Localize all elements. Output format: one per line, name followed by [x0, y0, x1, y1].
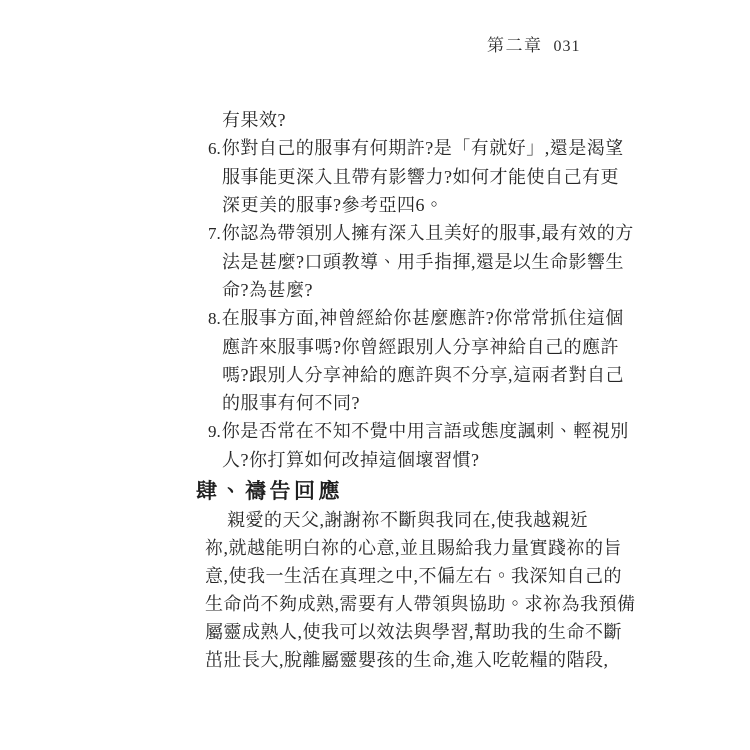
prayer-line: 意,使我一生活在真理之中,不偏左右。我深知自己的	[205, 566, 622, 586]
question-line	[205, 219, 634, 248]
question-line: 有果效?	[222, 110, 286, 130]
prayer-line: 屬靈成熟人,使我可以效法與學習,幫助我的生命不斷	[205, 622, 622, 642]
page-number: 031	[553, 38, 581, 55]
chapter-label: 第二章	[487, 36, 543, 55]
question-line: 命?為甚麼?	[222, 280, 313, 300]
running-head	[487, 31, 581, 56]
question-number: 8.	[208, 309, 221, 328]
prayer-line: 茁壯長大,脫離屬靈嬰孩的生命,進入吃乾糧的階段,	[205, 650, 609, 670]
prayer-line: 祢,就越能明白祢的心意,並且賜給我力量實踐祢的旨	[205, 538, 622, 558]
question-text: 你是否常在不知不覺中用言語或態度諷刺、輕視別	[221, 421, 629, 441]
question-line: 的服事有何不同?	[222, 393, 360, 413]
question-line: 人?你打算如何改掉這個壞習慣?	[222, 450, 480, 470]
question-text: 你對自己的服事有何期許?是「有就好」,還是渴望	[221, 138, 624, 158]
question-number: 9.	[208, 422, 221, 441]
prayer-line: 親愛的天父,謝謝祢不斷與我同在,使我越親近	[227, 510, 589, 530]
prayer-line: 生命尚不夠成熟,需要有人帶領與協助。求祢為我預備	[205, 594, 636, 614]
question-line: 法是甚麼?口頭教導、用手指揮,還是以生命影響生	[222, 252, 624, 272]
question-number: 6.	[208, 139, 221, 158]
question-text: 在服事方面,神曾經給你甚麼應許?你常常抓住這個	[221, 308, 624, 328]
question-line: 應許來服事嗎?你曾經跟別人分享神給自己的應許	[222, 337, 619, 357]
prayer-paragraph	[205, 506, 636, 674]
question-line	[205, 304, 625, 333]
question-line	[205, 134, 625, 163]
section-heading: 肆、禱告回應	[196, 479, 343, 503]
question-line: 深更美的服事?參考亞四6。	[222, 195, 444, 215]
question-line: 服事能更深入且帶有影響力?如何才能使自己有更	[222, 167, 619, 187]
question-line: 嗎?跟別人分享神給的應許與不分享,這兩者對自己	[222, 365, 624, 385]
question-line	[205, 417, 629, 446]
question-number: 7.	[208, 224, 221, 243]
text-column	[196, 106, 636, 674]
question-text: 你認為帶領別人擁有深入且美好的服事,最有效的方	[221, 223, 634, 243]
question-list	[205, 106, 634, 474]
